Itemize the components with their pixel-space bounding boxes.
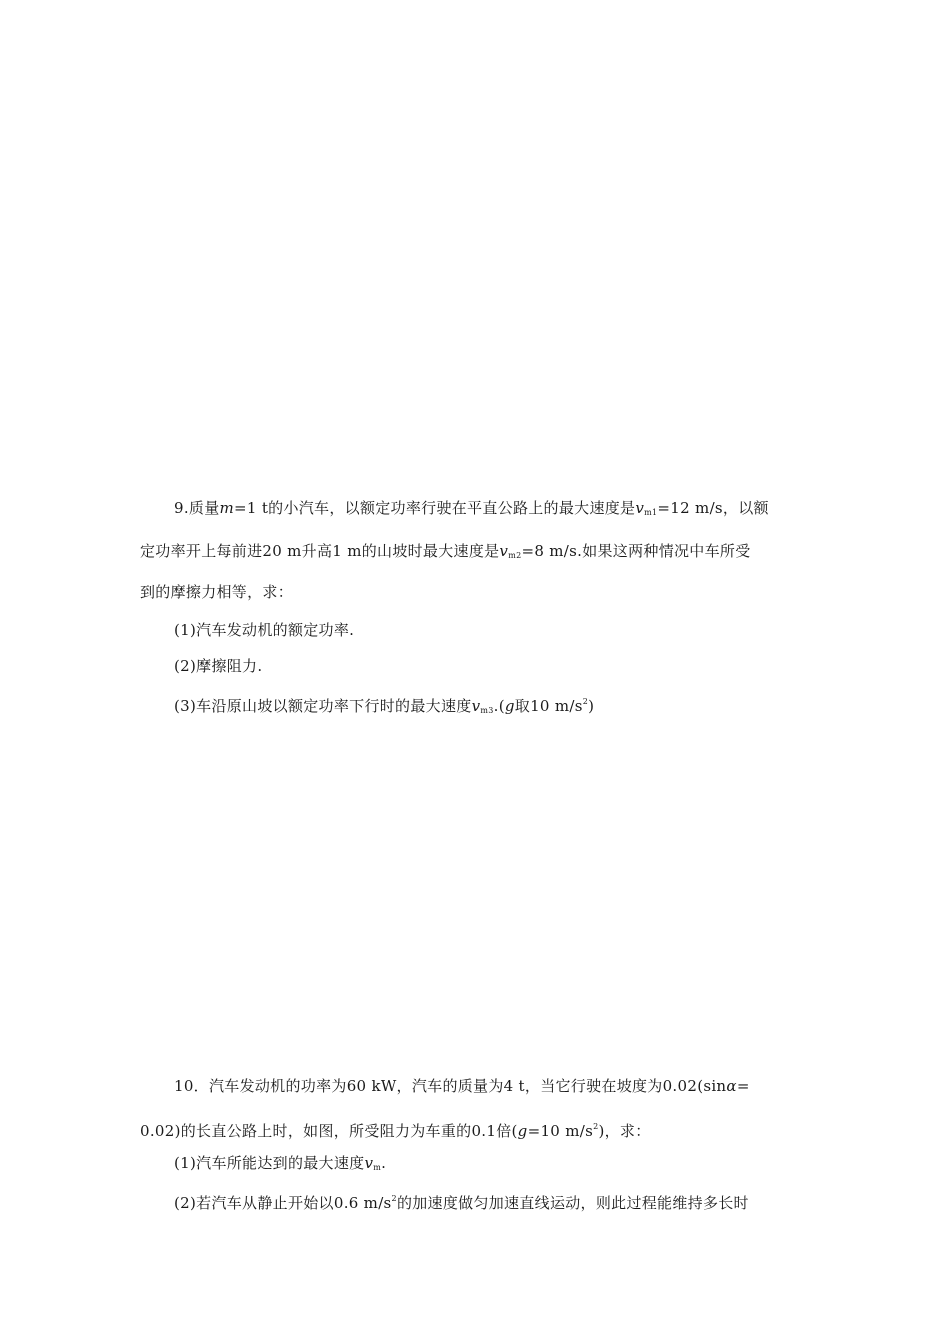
problem-10-line-2: 0.02)的长直公路上时，如图，所受阻力为车重的0.1倍(g=10 $m/s^2$)，求： bbox=[140, 1122, 651, 1140]
problem-10-question-1: (1)汽车所能达到的最大速度$v_m$. bbox=[174, 1154, 387, 1172]
problem-9-line-1: 9.质量m=1 t的小汽车，以额定功率行驶在平直公路上的最大速度是$v_{m1}=12$ m/s，以额 bbox=[174, 499, 769, 517]
problem-10-question-2: (2)若汽车从静止开始以0.6 $m/s^2$的加速度做匀加速直线运动，则此过程能维持多长时 bbox=[174, 1194, 749, 1212]
problem-9-line-2: 定功率开上每前进20 m升高1 m的山坡时最大速度是$v_{m2}=8$ m/s.如果这两种情况中车所受 bbox=[140, 542, 751, 560]
problem-9-line-3: 到的摩擦力相等，求： bbox=[140, 583, 294, 601]
problem-9-question-2: (2)摩擦阻力. bbox=[174, 657, 263, 675]
problem-9-question-3: (3)车沿原山坡以额定功率下行时的最大速度$v_{m3}.(g$取10 $m/s^2$) bbox=[174, 697, 595, 715]
problem-10-line-1: 10．汽车发动机的功率为60 kW，汽车的质量为4 t，当它行驶在坡度为0.02(sinα= bbox=[174, 1077, 750, 1095]
problem-9-question-1: (1)汽车发动机的额定功率. bbox=[174, 621, 355, 639]
